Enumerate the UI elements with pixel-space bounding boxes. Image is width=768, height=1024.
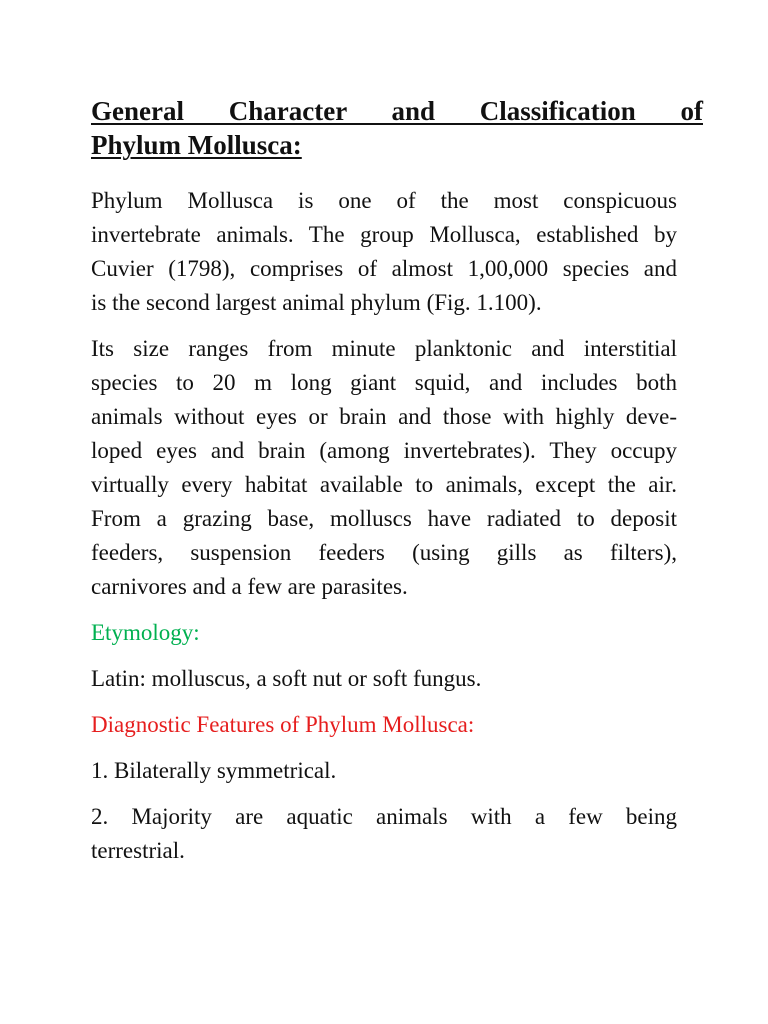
etymology-heading: Etymology: — [91, 620, 200, 645]
paragraph-line: is the second largest animal phylum (Fig. 1.100). — [91, 290, 542, 315]
feature-item-2 — [91, 800, 677, 868]
paragraph-line: Its size ranges from minute planktonic and interstitial — [91, 336, 677, 361]
paragraph-line: carnivores and a few are parasites. — [91, 574, 408, 599]
intro-paragraph — [91, 184, 677, 320]
paragraph-line: animals without eyes or brain and those with highly deve- — [91, 404, 677, 429]
etymology-text: Latin: molluscus, a soft nut or soft fungus. — [91, 666, 482, 691]
document-content — [91, 94, 703, 880]
feature-line: 1. Bilaterally symmetrical. — [91, 758, 337, 783]
feature-line: 2. Majority are aquatic animals with a few being — [91, 804, 677, 829]
paragraph-line: feeders, suspension feeders (using gills as filters), — [91, 540, 677, 565]
title-line: General Character and Classification of — [91, 96, 703, 126]
paragraph-line: Phylum Mollusca is one of the most conspicuous — [91, 188, 677, 213]
paragraph-line: Cuvier (1798), comprises of almost 1,00,000 species and — [91, 256, 677, 281]
feature-line: terrestrial. — [91, 838, 185, 863]
paragraph-line: species to 20 m long giant squid, and includes both — [91, 370, 677, 395]
size-habitat-paragraph — [91, 332, 677, 604]
paragraph-line: virtually every habitat available to animals, except the air. — [91, 472, 677, 497]
paragraph-line: loped eyes and brain (among invertebrates). They occupy — [91, 438, 677, 463]
paragraph-line: invertebrate animals. The group Mollusca, established by — [91, 222, 677, 247]
paragraph-line: From a grazing base, molluscs have radiated to deposit — [91, 506, 677, 531]
feature-item-1 — [91, 754, 677, 788]
title-line: Phylum Mollusca: — [91, 130, 302, 160]
page-title — [91, 94, 703, 162]
diagnostic-features-heading: Diagnostic Features of Phylum Mollusca: — [91, 712, 475, 737]
